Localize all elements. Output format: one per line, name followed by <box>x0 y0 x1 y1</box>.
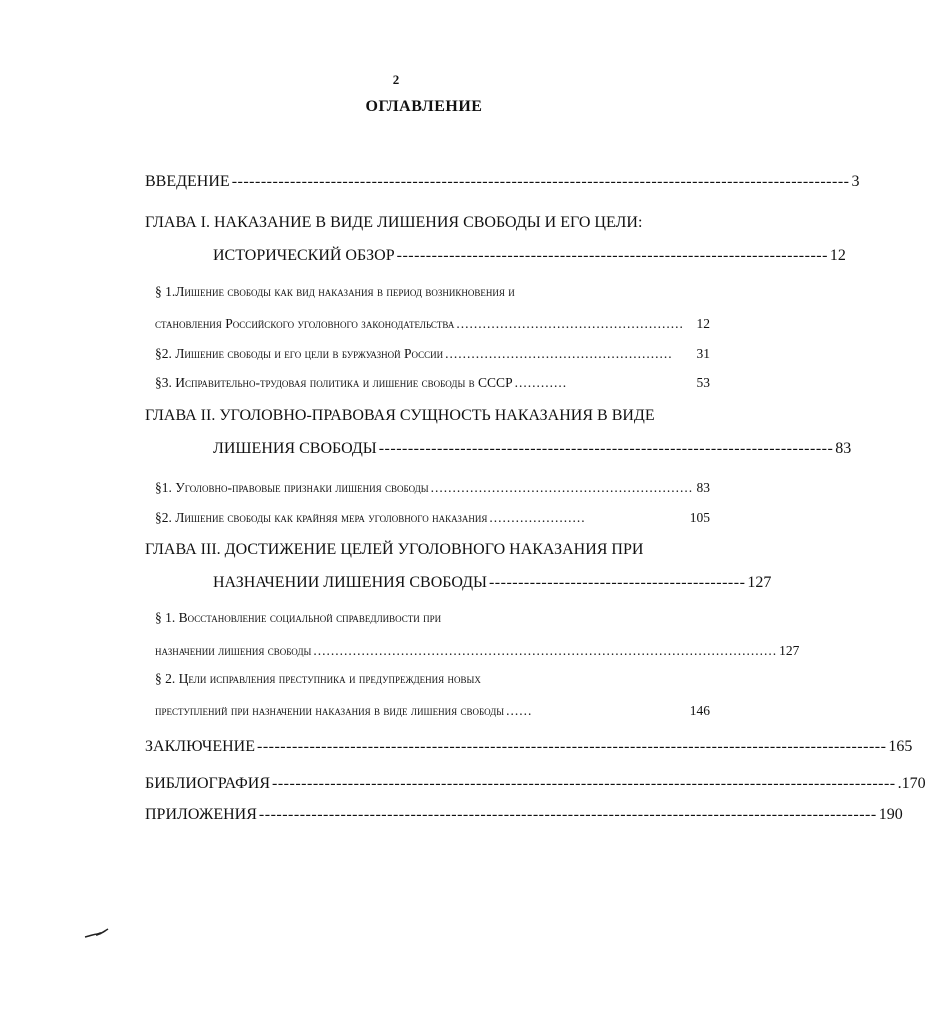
toc-label: ВВЕДЕНИЕ <box>145 173 230 190</box>
toc-page: 190 <box>878 806 903 823</box>
page-title: ОГЛАВЛЕНИЕ <box>365 98 483 115</box>
toc-entry-ch1-section-1-line-1[interactable]: § 1.Лишение свободы как вид наказания в период возникновения и <box>155 284 515 299</box>
toc-entry-appendix[interactable] <box>145 803 903 827</box>
toc-label: ПРИЛОЖЕНИЯ <box>145 806 257 823</box>
toc-leader: ............................................................ <box>430 480 694 495</box>
toc-label: ИСТОРИЧЕСКИЙ ОБЗОР <box>213 247 395 264</box>
toc-leader: ...... <box>506 703 533 718</box>
toc-page: 12 <box>696 316 710 331</box>
toc-entry-chapter-1-line-1[interactable]: ГЛАВА I. НАКАЗАНИЕ В ВИДЕ ЛИШЕНИЯ СВОБОДЫ И ЕГО ЦЕЛИ: <box>145 214 643 231</box>
toc-leader: ------------------------------------------------------------------------------------------------------------ <box>256 738 887 755</box>
toc-page: 127 <box>779 643 800 658</box>
toc-entry-chapter-1[interactable] <box>213 244 846 268</box>
toc-entry-ch1-section-3[interactable] <box>155 371 710 395</box>
toc-page: 83 <box>696 480 710 495</box>
toc-entry-ch2-section-2[interactable] <box>155 506 710 530</box>
toc-page: 53 <box>696 375 710 390</box>
toc-label: §2. Лишение свободы как крайняя мера уголовного наказания <box>155 510 488 525</box>
toc-leader: .................................................... <box>456 316 684 331</box>
page-number: 2 <box>392 72 400 87</box>
toc-entry-ch3-section-1[interactable] <box>155 639 800 663</box>
toc-label: преступлений при назначении наказания в виде лишения свободы <box>155 703 505 718</box>
toc-page: .170 <box>897 775 926 792</box>
toc-leader: ...................... <box>489 510 586 525</box>
toc-leader: -------------------------------------------------------------------------- <box>396 247 828 264</box>
toc-entry-ch3-section-2[interactable] <box>155 699 710 723</box>
toc-label: становления Российского уголовного законодательства <box>155 316 455 331</box>
toc-entry-ch3-section-2-line-1[interactable]: § 2. Цели исправления преступника и предупреждения новых <box>155 671 481 686</box>
toc-label: ЛИШЕНИЯ СВОБОДЫ <box>213 440 377 457</box>
toc-entry-chapter-3[interactable] <box>213 571 772 595</box>
toc-entry-ch1-section-2[interactable] <box>155 342 710 366</box>
toc-label: §1. Уголовно-правовые признаки лишения свободы <box>155 480 429 495</box>
toc-page: 31 <box>696 346 710 361</box>
toc-entry-ch1-section-1[interactable] <box>155 312 710 336</box>
toc-entry-bibliography[interactable] <box>145 772 926 796</box>
toc-entry-ch3-section-1-line-1[interactable]: § 1. Восстановление социальной справедливости при <box>155 610 442 625</box>
toc-leader: ---------------------------------------------------------------------------------------------------------- <box>258 806 877 823</box>
toc-leader: ------------------------------------------------------------------------------ <box>378 440 834 457</box>
toc-entry-conclusion[interactable] <box>145 735 913 759</box>
toc-label: §3. Исправительно-трудовая политика и лишение свободы в СССР <box>155 375 513 390</box>
toc-page: 12 <box>829 247 846 264</box>
toc-leader: .................................................... <box>445 346 673 361</box>
toc-page: 3 <box>851 173 860 190</box>
toc-label: ЗАКЛЮЧЕНИЕ <box>145 738 255 755</box>
toc-label: БИБЛИОГРАФИЯ <box>145 775 271 792</box>
toc-entry-chapter-2[interactable] <box>213 437 852 461</box>
toc-entry-intro[interactable] <box>145 170 860 194</box>
toc-leader: -------------------------------------------- <box>488 574 746 591</box>
toc-label: §2. Лишение свободы и его цели в буржуазной России <box>155 346 444 361</box>
toc-label: назначении лишения свободы <box>155 643 312 658</box>
toc-leader: ............ <box>514 375 568 390</box>
toc-leader: ----------------------------------------------------------------------------------------------------------- <box>272 775 896 792</box>
toc-page: 165 <box>888 738 913 755</box>
toc-entry-ch2-section-1[interactable] <box>155 476 710 500</box>
pen-mark <box>84 926 110 945</box>
toc-page: 105 <box>689 510 710 525</box>
toc-entry-chapter-2-line-1[interactable]: ГЛАВА II. УГОЛОВНО-ПРАВОВАЯ СУЩНОСТЬ НАКАЗАНИЯ В ВИДЕ <box>145 407 655 424</box>
toc-page: 83 <box>835 440 852 457</box>
toc-entry-chapter-3-line-1[interactable]: ГЛАВА III. ДОСТИЖЕНИЕ ЦЕЛЕЙ УГОЛОВНОГО НАКАЗАНИЯ ПРИ <box>145 541 644 558</box>
toc-page: 146 <box>689 703 710 718</box>
toc-page: 127 <box>747 574 772 591</box>
toc-leader: .......................................................................................................... <box>313 643 778 658</box>
toc-leader: ---------------------------------------------------------------------------------------------------------- <box>231 173 850 190</box>
toc-label: НАЗНАЧЕНИИ ЛИШЕНИЯ СВОБОДЫ <box>213 574 487 591</box>
